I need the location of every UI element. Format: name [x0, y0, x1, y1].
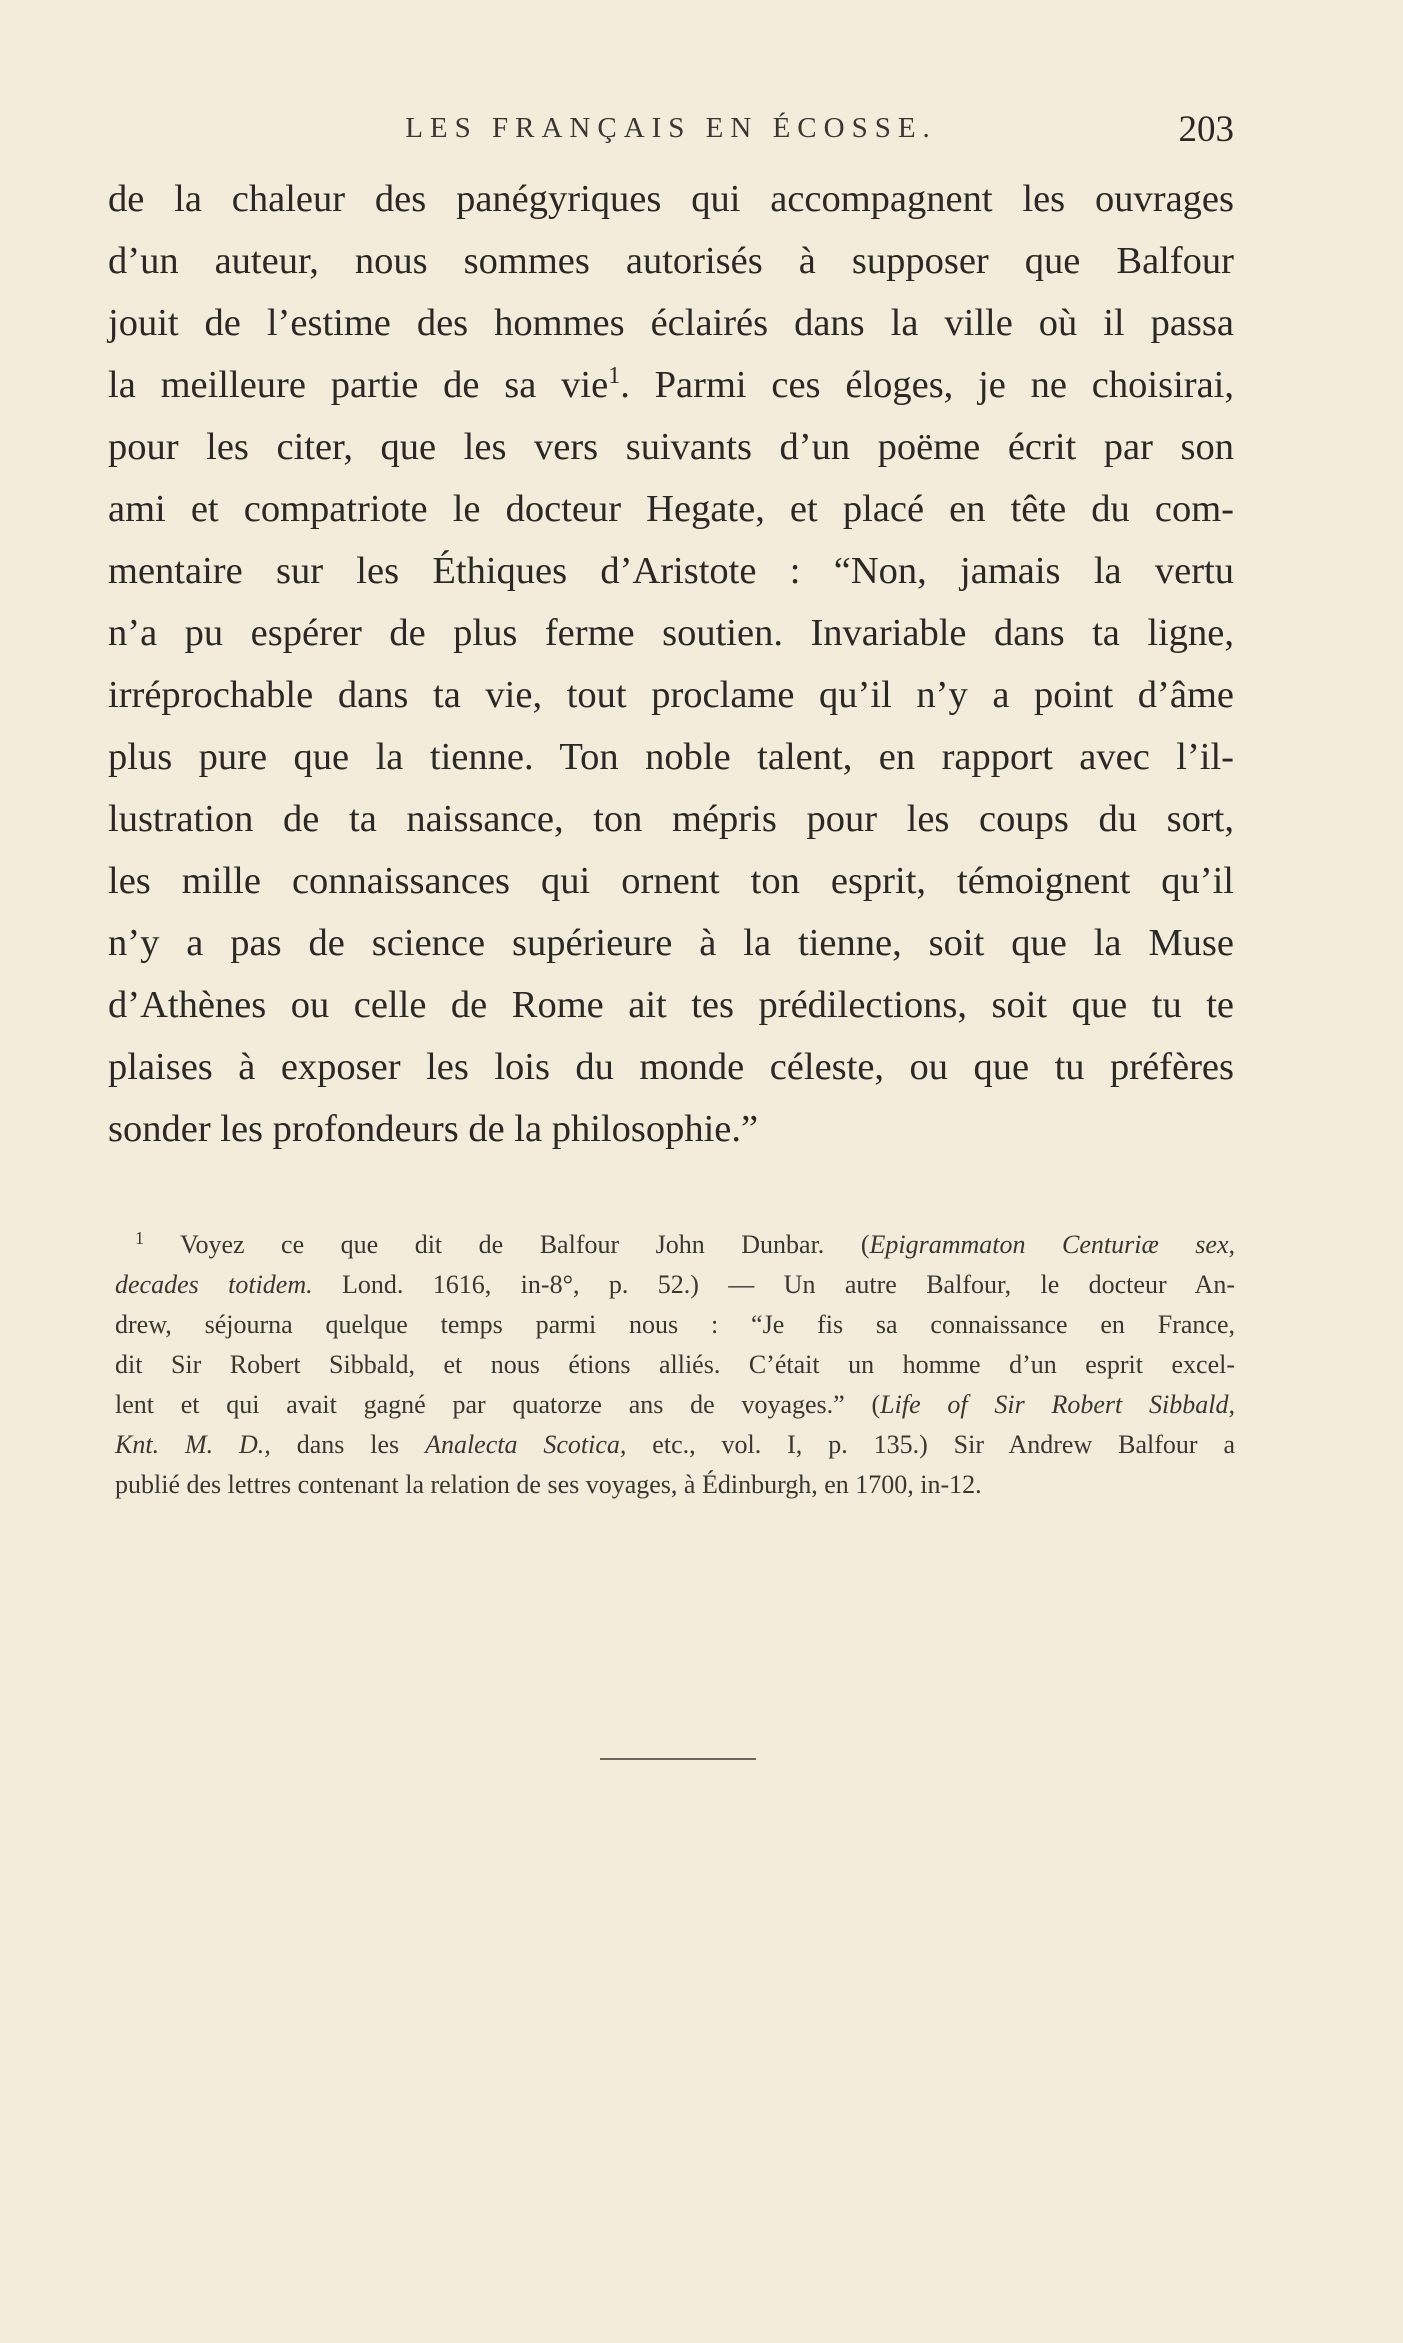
- footnote-line: dit Sir Robert Sibbald, et nous étions alliés. C’était un homme d’un esprit excel-: [115, 1350, 1235, 1379]
- text-segment: . Parmi ces éloges, je ne choisirai,: [620, 364, 1234, 406]
- footnote-line: publié des lettres contenant la relation de ses voyages, à Édinburgh, en 1700, in-12.: [115, 1470, 982, 1499]
- text-line: [108, 354, 1234, 416]
- section-end-rule: [600, 1758, 756, 1760]
- text-line: ami et compatriote le docteur Hegate, et placé en tête du com-: [108, 488, 1234, 530]
- footnote: [115, 1225, 1235, 1505]
- book-title: decades totidem.: [115, 1270, 313, 1299]
- footnote-line: [115, 1385, 1235, 1425]
- text-line: d’Athènes ou celle de Rome ait tes prédilections, soit que tu te: [108, 984, 1234, 1026]
- text-segment: Voyez ce que dit de Balfour John Dunbar. (: [180, 1230, 870, 1259]
- text-segment: Lond. 1616, in-8°, p. 52.) — Un autre Balfour, le docteur An-: [312, 1270, 1235, 1299]
- text-line: n’y a pas de science supérieure à la tienne, soit que la Muse: [108, 922, 1234, 964]
- footnote-reference: 1: [608, 363, 621, 389]
- text-line: jouit de l’estime des hommes éclairés dans la ville où il passa: [108, 302, 1234, 344]
- book-title: Life of Sir Robert Sibbald,: [880, 1390, 1235, 1419]
- main-paragraph: [108, 168, 1234, 1160]
- text-line: d’un auteur, nous sommes autorisés à supposer que Balfour: [108, 240, 1234, 282]
- footnote-line: drew, séjourna quelque temps parmi nous : “Je fis sa connaissance en France,: [115, 1310, 1235, 1339]
- text-line: irréprochable dans ta vie, tout proclame qu’il n’y a point d’âme: [108, 674, 1234, 716]
- text-line: les mille connaissances qui ornent ton esprit, témoignent qu’il: [108, 860, 1234, 902]
- text-line: n’a pu espérer de plus ferme soutien. Invariable dans ta ligne,: [108, 612, 1234, 654]
- text-segment: lent et qui avait gagné par quatorze ans de voyages.” (: [115, 1390, 881, 1419]
- footnote-line: [115, 1225, 1235, 1265]
- text-line: de la chaleur des panégyriques qui accompagnent les ouvrages: [108, 178, 1234, 220]
- footnote-line: [115, 1425, 1235, 1465]
- text-line: mentaire sur les Éthiques d’Aristote : “Non, jamais la vertu: [108, 550, 1234, 592]
- footnote-marker: 1: [135, 1228, 144, 1248]
- running-head: [108, 109, 1234, 152]
- text-line: sonder les profondeurs de la philosophie.”: [108, 1108, 759, 1150]
- running-title: LES FRANÇAIS EN ÉCOSSE.: [405, 112, 937, 144]
- text-segment: la meilleure partie de sa vie: [108, 364, 609, 406]
- page-number: 203: [1178, 109, 1234, 150]
- text-line: lustration de ta naissance, ton mépris pour les coups du sort,: [108, 798, 1234, 840]
- book-title: Knt. M. D.,: [115, 1430, 271, 1459]
- book-title: Analecta Scotica,: [425, 1430, 627, 1459]
- book-title: Epigrammaton Centuriæ sex,: [869, 1230, 1235, 1259]
- text-segment: dans les: [270, 1430, 426, 1459]
- text-line: pour les citer, que les vers suivants d’un poëme écrit par son: [108, 426, 1234, 468]
- text-line: plus pure que la tienne. Ton noble talent, en rapport avec l’il-: [108, 736, 1234, 778]
- text-line: plaises à exposer les lois du monde céleste, ou que tu préfères: [108, 1046, 1234, 1088]
- footnote-line: [115, 1265, 1235, 1305]
- text-segment: etc., vol. I, p. 135.) Sir Andrew Balfour a: [626, 1430, 1235, 1459]
